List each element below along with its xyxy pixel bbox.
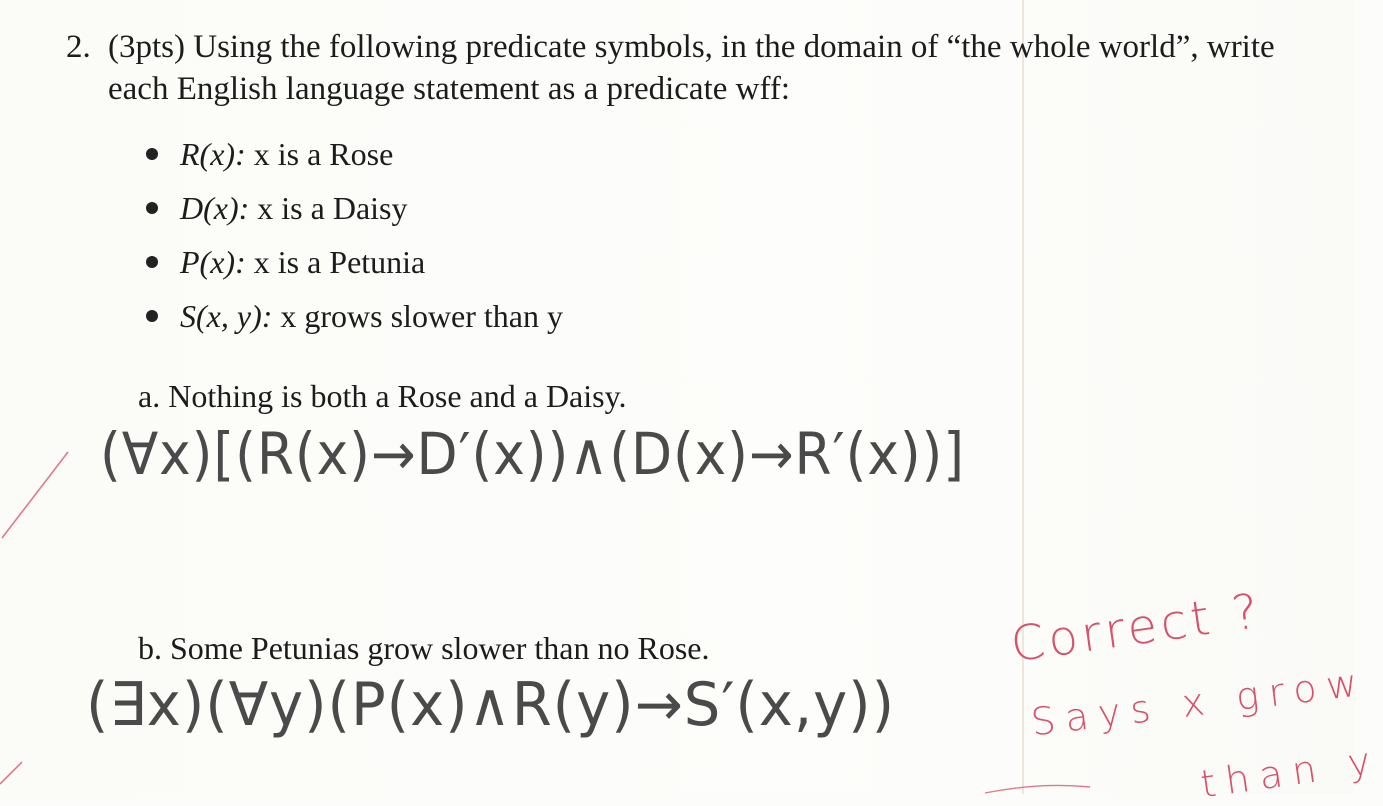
part-a-prompt: a. Nothing is both a Rose and a Daisy.	[138, 378, 627, 414]
bullet-icon	[146, 148, 158, 160]
question-number: 2.	[66, 29, 91, 65]
predicate-item	[146, 240, 563, 294]
predicate-list	[146, 132, 563, 348]
part-a-handwritten-answer: (∀x)[(R(x)→D′(x))∧(D(x)→R′(x))]	[100, 420, 966, 488]
red-slash-mark-upper	[2, 452, 68, 538]
predicate-item	[146, 294, 563, 348]
predicate-symbol: D(x):	[180, 190, 250, 226]
grader-comment-says: Says x grow	[1028, 659, 1370, 745]
predicate-meaning: x grows slower than y	[280, 298, 563, 334]
bullet-icon	[146, 202, 158, 214]
question-header	[66, 26, 1336, 110]
predicate-symbol: R(x):	[180, 136, 246, 172]
predicate-symbol: S(x, y):	[180, 298, 273, 334]
grader-comment-than: than y	[1197, 737, 1383, 806]
predicate-meaning: x is a Petunia	[253, 244, 426, 280]
grader-comment-correct: Correct ?	[1007, 582, 1266, 674]
bullet-icon	[146, 310, 158, 322]
part-b-prompt: b. Some Petunias grow slower than no Rose.	[138, 630, 710, 666]
predicate-item	[146, 186, 563, 240]
part-b-handwritten-answer: (∃x)(∀y)(P(x)∧R(y)→S′(x,y))	[86, 670, 896, 740]
predicate-meaning: x is a Rose	[253, 136, 394, 172]
paper-fold-line	[1022, 0, 1024, 794]
red-slash-mark-lower	[0, 762, 22, 784]
red-underline-mark	[985, 785, 1090, 793]
question-text: (3pts) Using the following predicate symbols, in the domain of “the whole world”, write each English language statement as a predicate wff:	[108, 29, 1275, 107]
predicate-meaning: x is a Daisy	[257, 190, 408, 226]
predicate-item	[146, 132, 563, 186]
predicate-symbol: P(x):	[180, 244, 246, 280]
bullet-icon	[146, 256, 158, 268]
